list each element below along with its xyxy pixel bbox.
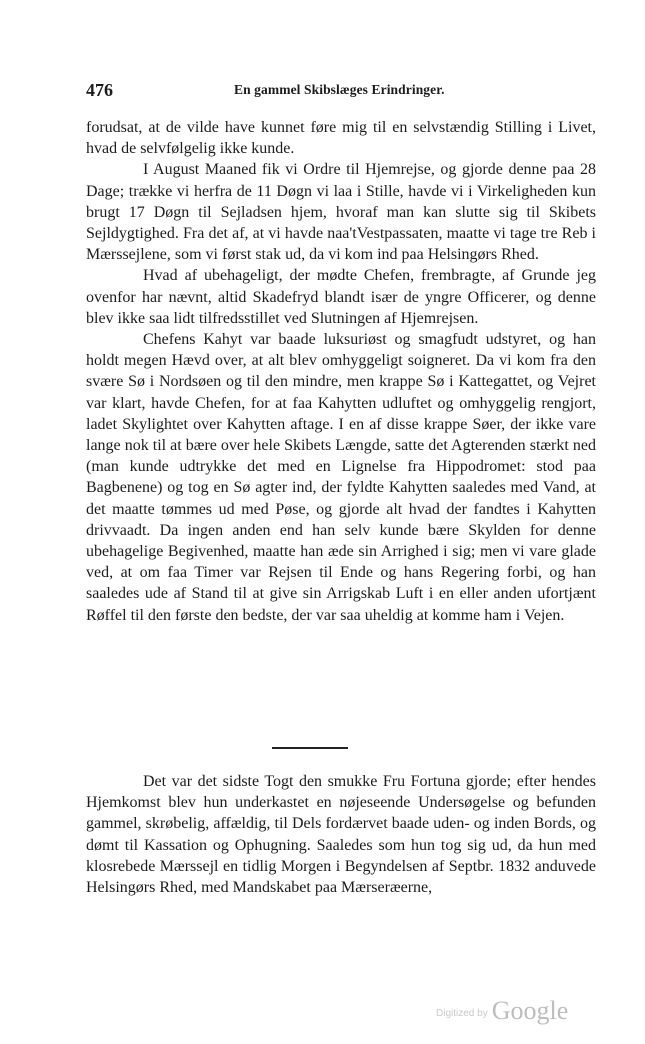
google-logo: Google [491, 996, 569, 1025]
watermark-prefix: Digitized by [436, 1008, 488, 1019]
digitized-by-google-watermark [436, 996, 568, 1026]
running-title: En gammel Skibslæges Erindringer. [234, 82, 445, 97]
paragraph-schadenfreude: Hvad af ubehageligt, der mødte Chefen, frembragte, af Grunde jeg ovenfor har nævnt, altid Skadefryd blandt især de yngre Officerer, og denne blev ikke saa lidt tilfredsstillet ved Slutningen af Hjemrejsen. [86, 267, 596, 327]
section-body [86, 771, 596, 898]
paragraph-homeward-voyage: I August Maaned fik vi Ordre til Hjemrejse, og gjorde denne paa 28 Dage; trække vi herfra de 11 Døgn vi laa i Stille, havde vi i Virkeligheden kun brugt 17 Døgn til Sejladsen hjem, hvoraf man kan slutte sig til Skibets Sejldygtighed. Fra det af, at vi havde naa'tVestpassaten, maatte vi tage tre Reb i Mærssejlene, som vi først stak ud, da vi kom ind paa Helsingørs Rhed. [86, 161, 596, 264]
section-divider [272, 747, 348, 749]
page-header [86, 80, 596, 100]
page-number: 476 [86, 80, 113, 100]
paragraph-continued: forudsat, at de vilde have kunnet føre mig til en selvstændig Stilling i Livet, hvad de selvfølgelig ikke kunde. [86, 119, 596, 158]
paragraph-captains-cabin: Chefens Kahyt var baade luksuriøst og smagfudt udstyret, og han holdt megen Hævd over, at alt blev omhyggeligt soigneret. Da vi kom fra den svære Sø i Nordsøen og til den mindre, men krappe Sø i Kattegattet, og Vejret var klart, havde Chefen, for at faa Kahytten udluftet og omhyggelig rengjort, ladet Skylightet over Kahytten aftage. I en af disse krappe Søer, der ikke vare lange nok til at bære over hele Skibets Længde, satte det Agterenden stærkt ned (man kunde udtrykke det med en Lignelse fra Hippodromet: stod paa Bagbenene) og tog en Sø agter ind, der fyldte Kahytten saaledes med Vand, at det maatte tømmes ud med Pøse, og gjorde alt hvad der fandtes i Kahytten drivvaadt. Da ingen anden end han selv kunde bære Skylden for denne ubehagelige Begivenhed, maatte han æde sin Arrighed i sig; men vi vare glade ved, at om faa Timer var Rejsen til Ende og hans Regering forbi, og han saaledes ude af Stand til at give sin Arrigskab Luft i en eller anden ufortjænt Røffel til den første den bedste, der var saa uheldig at komme ham i Vejen. [86, 331, 596, 624]
chapter-body [86, 117, 596, 626]
paragraph-last-voyage: Det var det sidste Togt den smukke Fru Fortuna gjorde; efter hendes Hjemkomst blev hun underkastet en nøjeseende Undersøgelse og befunden gammel, skrøbelig, affældig, til Dels fordærvet baade uden- og inden Bords, og dømt til Kassation og Ophugning. Saaledes som hun tog sig ud, da hun med klosrebede Mærssejl en tidlig Morgen i Begyndelsen af Septbr. 1832 anduvede Helsingørs Rhed, med Mandskabet paa Mærseræerne, [86, 773, 596, 897]
